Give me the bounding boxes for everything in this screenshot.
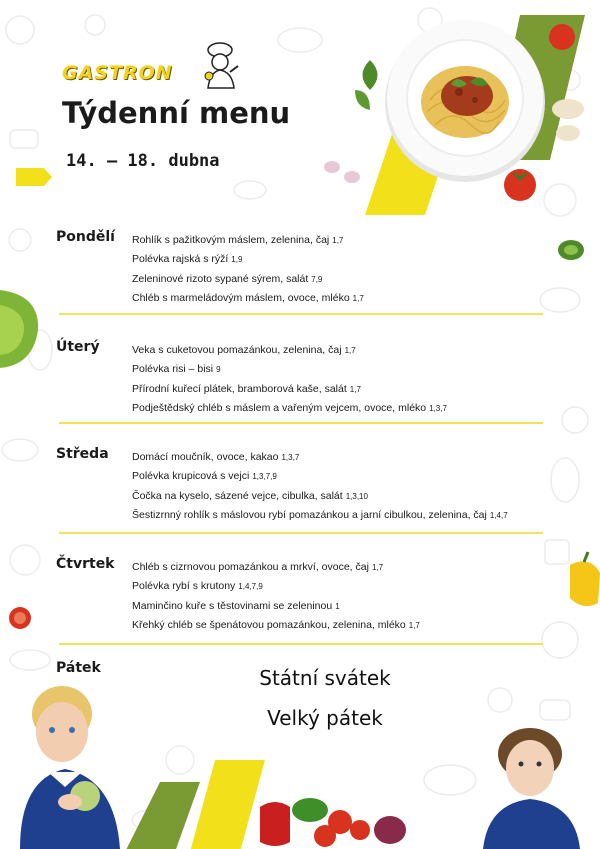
- meal-item: [132, 467, 508, 486]
- day-name: Pondělí: [56, 229, 115, 245]
- section-divider: [59, 422, 543, 424]
- child-eating-apple-photo: [10, 684, 130, 849]
- meal-item: [132, 597, 420, 616]
- section-divider: [59, 532, 543, 534]
- meal-list: [132, 558, 420, 635]
- meal-item: [132, 487, 508, 506]
- allergen-codes: 1,7: [408, 620, 420, 630]
- allergen-codes: 1,7: [349, 384, 361, 394]
- meal-text: Chléb s marmeládovým máslem, ovoce, mléko: [132, 291, 350, 304]
- chef-mascot-icon: [200, 42, 242, 90]
- meal-text: Podještědský chléb s máslem a vařeným vejcem, ovoce, mléko: [132, 401, 427, 414]
- allergen-codes: 1,7: [344, 346, 356, 355]
- meal-item: [132, 360, 447, 379]
- meal-text: Šestizrnný rohlík s máslovou rybí pomazánkou a jarní cibulkou, zelenina, čaj: [132, 508, 487, 521]
- day-name: Úterý: [56, 339, 100, 355]
- allergen-codes: 1,4,7,9: [238, 582, 263, 592]
- basil-leaves-image: [345, 55, 395, 115]
- tomato-slice-image: [5, 603, 35, 633]
- meal-item: [132, 289, 364, 308]
- meal-item: [132, 506, 508, 525]
- allergen-codes: 1,7: [352, 293, 364, 303]
- meal-item: [132, 577, 420, 596]
- meal-text: Polévka krupicová s vejci: [132, 470, 250, 483]
- allergen-codes: 7,9: [311, 274, 323, 284]
- section-divider: [59, 313, 543, 315]
- meal-text: Domácí moučník, ovoce, kakao: [132, 451, 279, 463]
- child-smiling-photo: [478, 724, 588, 849]
- meal-text: Chléb s cizrnovou pomazánkou a mrkví, ovoce, čaj: [132, 561, 369, 573]
- meal-text: Přírodní kuřecí plátek, bramborová kaše, salát: [132, 382, 347, 395]
- meal-item: [132, 448, 508, 467]
- meal-text: Zeleninové rizoto sypané sýrem, salát: [132, 272, 309, 285]
- yellow-pepper-image: [562, 550, 600, 610]
- allergen-codes: 1,3,7: [281, 453, 300, 462]
- allergen-codes: 1: [335, 601, 340, 611]
- meal-text: Maminčino kuře s těstovinami se zeleninou: [132, 599, 333, 612]
- meal-item: [132, 399, 447, 418]
- date-marker-tab: [16, 166, 56, 188]
- meal-list: [132, 448, 508, 525]
- garlic-image: [320, 155, 360, 185]
- date-range: 14. – 18. dubna: [66, 151, 220, 171]
- allergen-codes: 1,9: [231, 255, 243, 265]
- meal-item: [132, 341, 447, 360]
- day-name: Čtvrtek: [56, 556, 115, 572]
- meal-text: Rohlík s pažitkovým máslem, zelenina, čaj: [132, 234, 330, 246]
- meal-text: Veka s cuketovou pomazánkou, zelenina, čaj: [132, 344, 342, 356]
- meal-item: [132, 231, 364, 250]
- meal-text: Polévka rybí s krutony: [132, 580, 236, 593]
- meal-text: Polévka risi – bisi: [132, 363, 214, 376]
- page-title: Týdenní menu: [62, 96, 291, 130]
- brand-name: GASTRON: [62, 62, 173, 84]
- allergen-codes: 1,3,7: [429, 403, 447, 413]
- meal-item: [132, 380, 447, 399]
- meal-text: Křehký chléb se špenátovou pomazánkou, zelenina, mléko: [132, 618, 406, 631]
- vegetables-image: [255, 792, 415, 849]
- cherry-tomato-image: [545, 20, 579, 54]
- meal-item: [132, 616, 420, 635]
- meal-list: [132, 341, 447, 418]
- allergen-codes: 1,4,7: [489, 510, 508, 520]
- gastron-logo: [62, 40, 252, 90]
- meal-item: [132, 558, 420, 577]
- meal-item: [132, 270, 364, 289]
- green-pepper-slice-image: [555, 236, 587, 264]
- meal-text: Čočka na kyselo, sázené vejce, cibulka, salát: [132, 489, 343, 502]
- allergen-codes: 1,7: [371, 563, 384, 572]
- meal-text: Polévka rajská s rýží: [132, 253, 229, 266]
- mushroom-image: [548, 95, 588, 145]
- lettuce-image: [0, 280, 50, 370]
- day-name: Pátek: [56, 660, 101, 676]
- meal-item: [132, 250, 364, 269]
- meal-list: [132, 231, 364, 308]
- cherry-tomato-image: [500, 165, 540, 205]
- section-divider: [59, 643, 543, 645]
- allergen-codes: 9: [216, 365, 221, 375]
- allergen-codes: 1,3,7,9: [252, 472, 277, 482]
- holiday-title: Státní svátek: [259, 666, 391, 690]
- allergen-codes: 1,7: [332, 236, 344, 245]
- allergen-codes: 1,3,10: [345, 491, 368, 501]
- holiday-name: Velký pátek: [267, 706, 383, 730]
- day-name: Středa: [56, 446, 109, 462]
